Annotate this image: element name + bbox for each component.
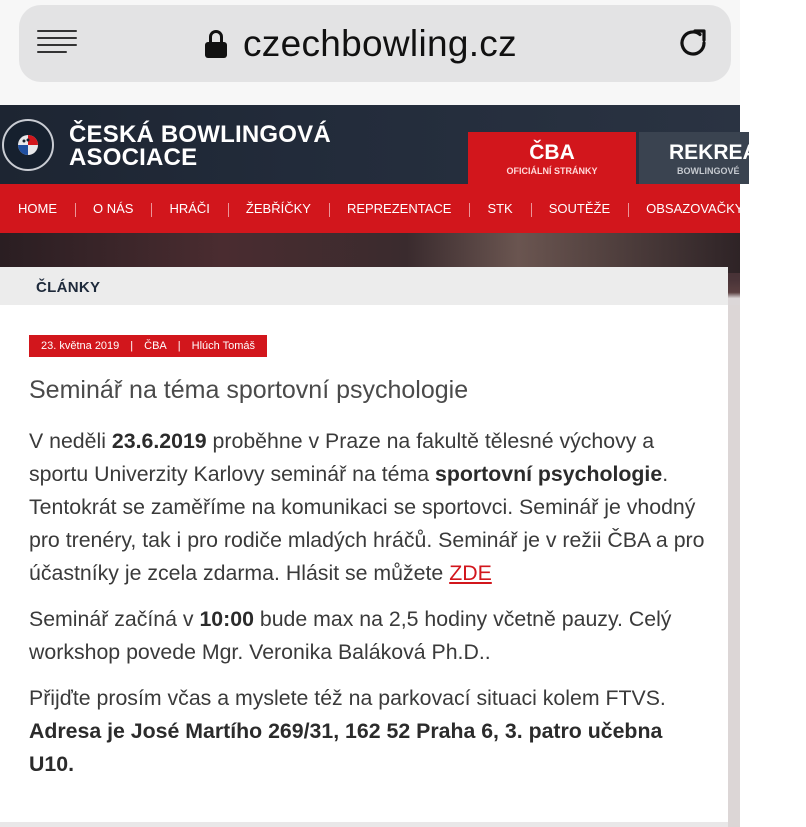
article-headline: Seminář na téma sportovní psychologie xyxy=(29,376,469,404)
lock-icon xyxy=(205,30,227,58)
meta-separator: | xyxy=(130,340,134,352)
tab-rekreacni-label: REKREA xyxy=(669,141,758,164)
article-category[interactable]: ČBA xyxy=(144,340,167,352)
register-link[interactable]: ZDE xyxy=(449,561,492,585)
reload-icon[interactable] xyxy=(675,25,711,61)
section-header xyxy=(0,267,728,305)
nav-obsazovacky[interactable]: OBSAZOVAČKY xyxy=(628,201,761,216)
site-title-line1: ČESKÁ BOWLINGOVÁ xyxy=(69,121,331,148)
site-header xyxy=(0,105,758,184)
article-body xyxy=(29,425,705,794)
tab-rekreacni-sub: BOWLINGOVÉ xyxy=(677,166,740,176)
nav-hraci[interactable]: HRÁČI xyxy=(151,201,227,216)
article-author[interactable]: Hlúch Tomáš xyxy=(191,340,256,352)
main-nav xyxy=(0,184,789,233)
nav-zebricky[interactable]: ŽEBŘÍČKY xyxy=(228,201,329,216)
nav-more[interactable]: K xyxy=(761,201,806,216)
site-title-line2: ASOCIACE xyxy=(69,144,198,171)
article-paragraph-2: Seminář začíná v 10:00 bude max na 2,5 hodiny včetně pauzy. Celý workshop povede Mgr. Veronika Baláková Ph.D.. xyxy=(29,607,672,664)
nav-souteze[interactable]: SOUTĚŽE xyxy=(531,201,628,216)
article-paragraph-1: V neděli 23.6.2019 proběhne v Praze na fakultě tělesné výchovy a sportu Univerzity Karlovy seminář na téma sportovní psychologie. Tentokrát se zaměříme na komunikaci se sportovci. Seminář je vhodný pro trenéry, tak i pro rodiče mladých hráčů. Seminář je v režii ČBA a pro účastníky je zcela zdarma. Hlásit se můžete ZDE xyxy=(29,429,705,585)
nav-stk[interactable]: STK xyxy=(469,201,530,216)
meta-separator: | xyxy=(177,340,181,352)
article-paragraph-3: Přijďte prosím včas a myslete též na parkovací situaci kolem FTVS. Adresa je José Martího 269/31, 162 52 Praha 6, 3. patro učebna U10. xyxy=(29,686,666,776)
nav-reprezentace[interactable]: REPREZENTACE xyxy=(329,201,470,216)
nav-o-nas[interactable]: O NÁS xyxy=(75,201,151,216)
tab-rekreacni[interactable] xyxy=(639,132,758,184)
section-title: ČLÁNKY xyxy=(36,279,101,296)
cba-logo[interactable] xyxy=(2,119,54,171)
tab-cba-label: ČBA xyxy=(529,141,575,164)
nav-home[interactable]: HOME xyxy=(18,201,57,216)
browser-chrome xyxy=(0,0,740,105)
card-shadow-edge xyxy=(728,305,740,827)
article-card xyxy=(0,305,728,822)
address-bar[interactable] xyxy=(19,5,731,82)
hamburger-icon[interactable] xyxy=(37,28,81,58)
tab-cba-sub: OFICIÁLNÍ STRÁNKY xyxy=(506,166,598,176)
site-title[interactable] xyxy=(69,123,331,169)
url-text: czechbowling.cz xyxy=(243,23,517,64)
article-date: 23. května 2019 xyxy=(41,340,120,352)
tab-cba[interactable] xyxy=(468,132,636,184)
bowling-logo-icon xyxy=(15,133,41,157)
article-meta xyxy=(29,335,267,357)
url-display[interactable] xyxy=(205,23,517,65)
